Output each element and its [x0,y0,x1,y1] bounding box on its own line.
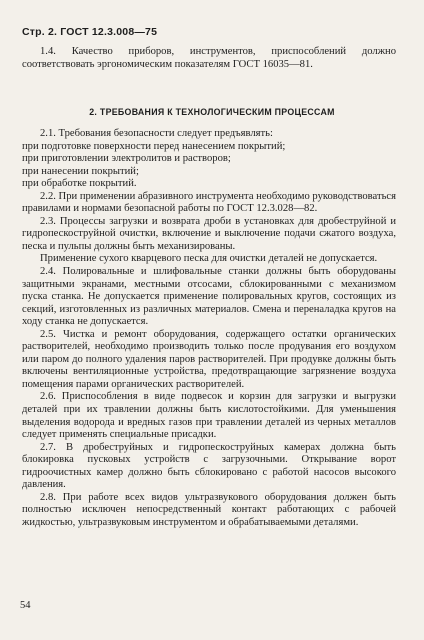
paragraph-2-8: 2.8. При работе всех видов ультразвукового оборудования должен быть полностью исключен непосредственный контакт работающих с рабочей жидкостью, ультразвуковым инструментом и обрабатываемыми деталями. [22,491,396,528]
paragraph-2-5: 2.5. Чистка и ремонт оборудования, содержащего остатки органических растворителей, необходимо производить только после продувания его воздухом или паром до полного удаления паров растворителей. При продувке должны быть включены вентиляционные устройства, предотвращающие загрязнение воздуха помещения парами органических растворителей. [22,328,396,390]
intro-block [22,46,396,71]
list-item: при приготовлении электролитов и растворов; [22,153,231,165]
paragraph-2-1: 2.1. Требования безопасности следует предъявлять: [40,128,273,139]
list-item: при нанесении покрытий; [22,165,139,177]
page-number: 54 [20,600,31,611]
paragraph-2-4: 2.4. Полировальные и шлифовальные станки должны быть оборудованы защитными экранами, местными отсосами, сблокированными с механизмом пуска станка. Не допускается применение полировальных кругов, состоящих из секций, изготовленных из различных материалов. Смена и переналадка кругов на ходу станка не допускается. [22,266,396,328]
paragraph-2-3-note: Применение сухого кварцевого песка для очистки деталей не допускается. [40,253,378,265]
paragraph-2-6: 2.6. Приспособления в виде подвесок и корзин для загрузки и выгрузки деталей при их травлении должны быть кислотостойкими. Для уменьшения выделения водорода и вредных газов при травлении деталей из черных металлов следует применять специальные присадки. [22,391,396,441]
list-item: при обработке покрытий. [22,178,137,190]
paragraph-2-7: 2.7. В дробеструйных и гидропескоструйных камерах должна быть блокировка пусковых устройств с загрузочными. Открывание ворот гидроочистных камер должно быть сблокировано с работой насосов высокого давления. [22,441,396,491]
list-item: при подготовке поверхности перед нанесением покрытий; [22,140,286,152]
paragraph-1-4: 1.4. Качество приборов, инструментов, приспособлений должно соответствовать эргономическим показателям ГОСТ 16035—81. [22,46,396,70]
section-title: 2. ТРЕБОВАНИЯ К ТЕХНОЛОГИЧЕСКИМ ПРОЦЕССАМ [89,107,335,117]
paragraph-2-3: 2.3. Процессы загрузки и возврата дроби в установках для дробеструйной и гидропескоструйной очистки, включение и выключение подачи сжатого воздуха, песка и пульпы должны быть механизированы. [22,215,396,252]
paragraph-2-2: 2.2. При применении абразивного инструмента необходимо руководствоваться правилами и нормами безопасной работы по ГОСТ 12.3.028—82. [22,190,396,215]
section-body [22,128,396,530]
page-header: Стр. 2. ГОСТ 12.3.008—75 [22,26,158,38]
